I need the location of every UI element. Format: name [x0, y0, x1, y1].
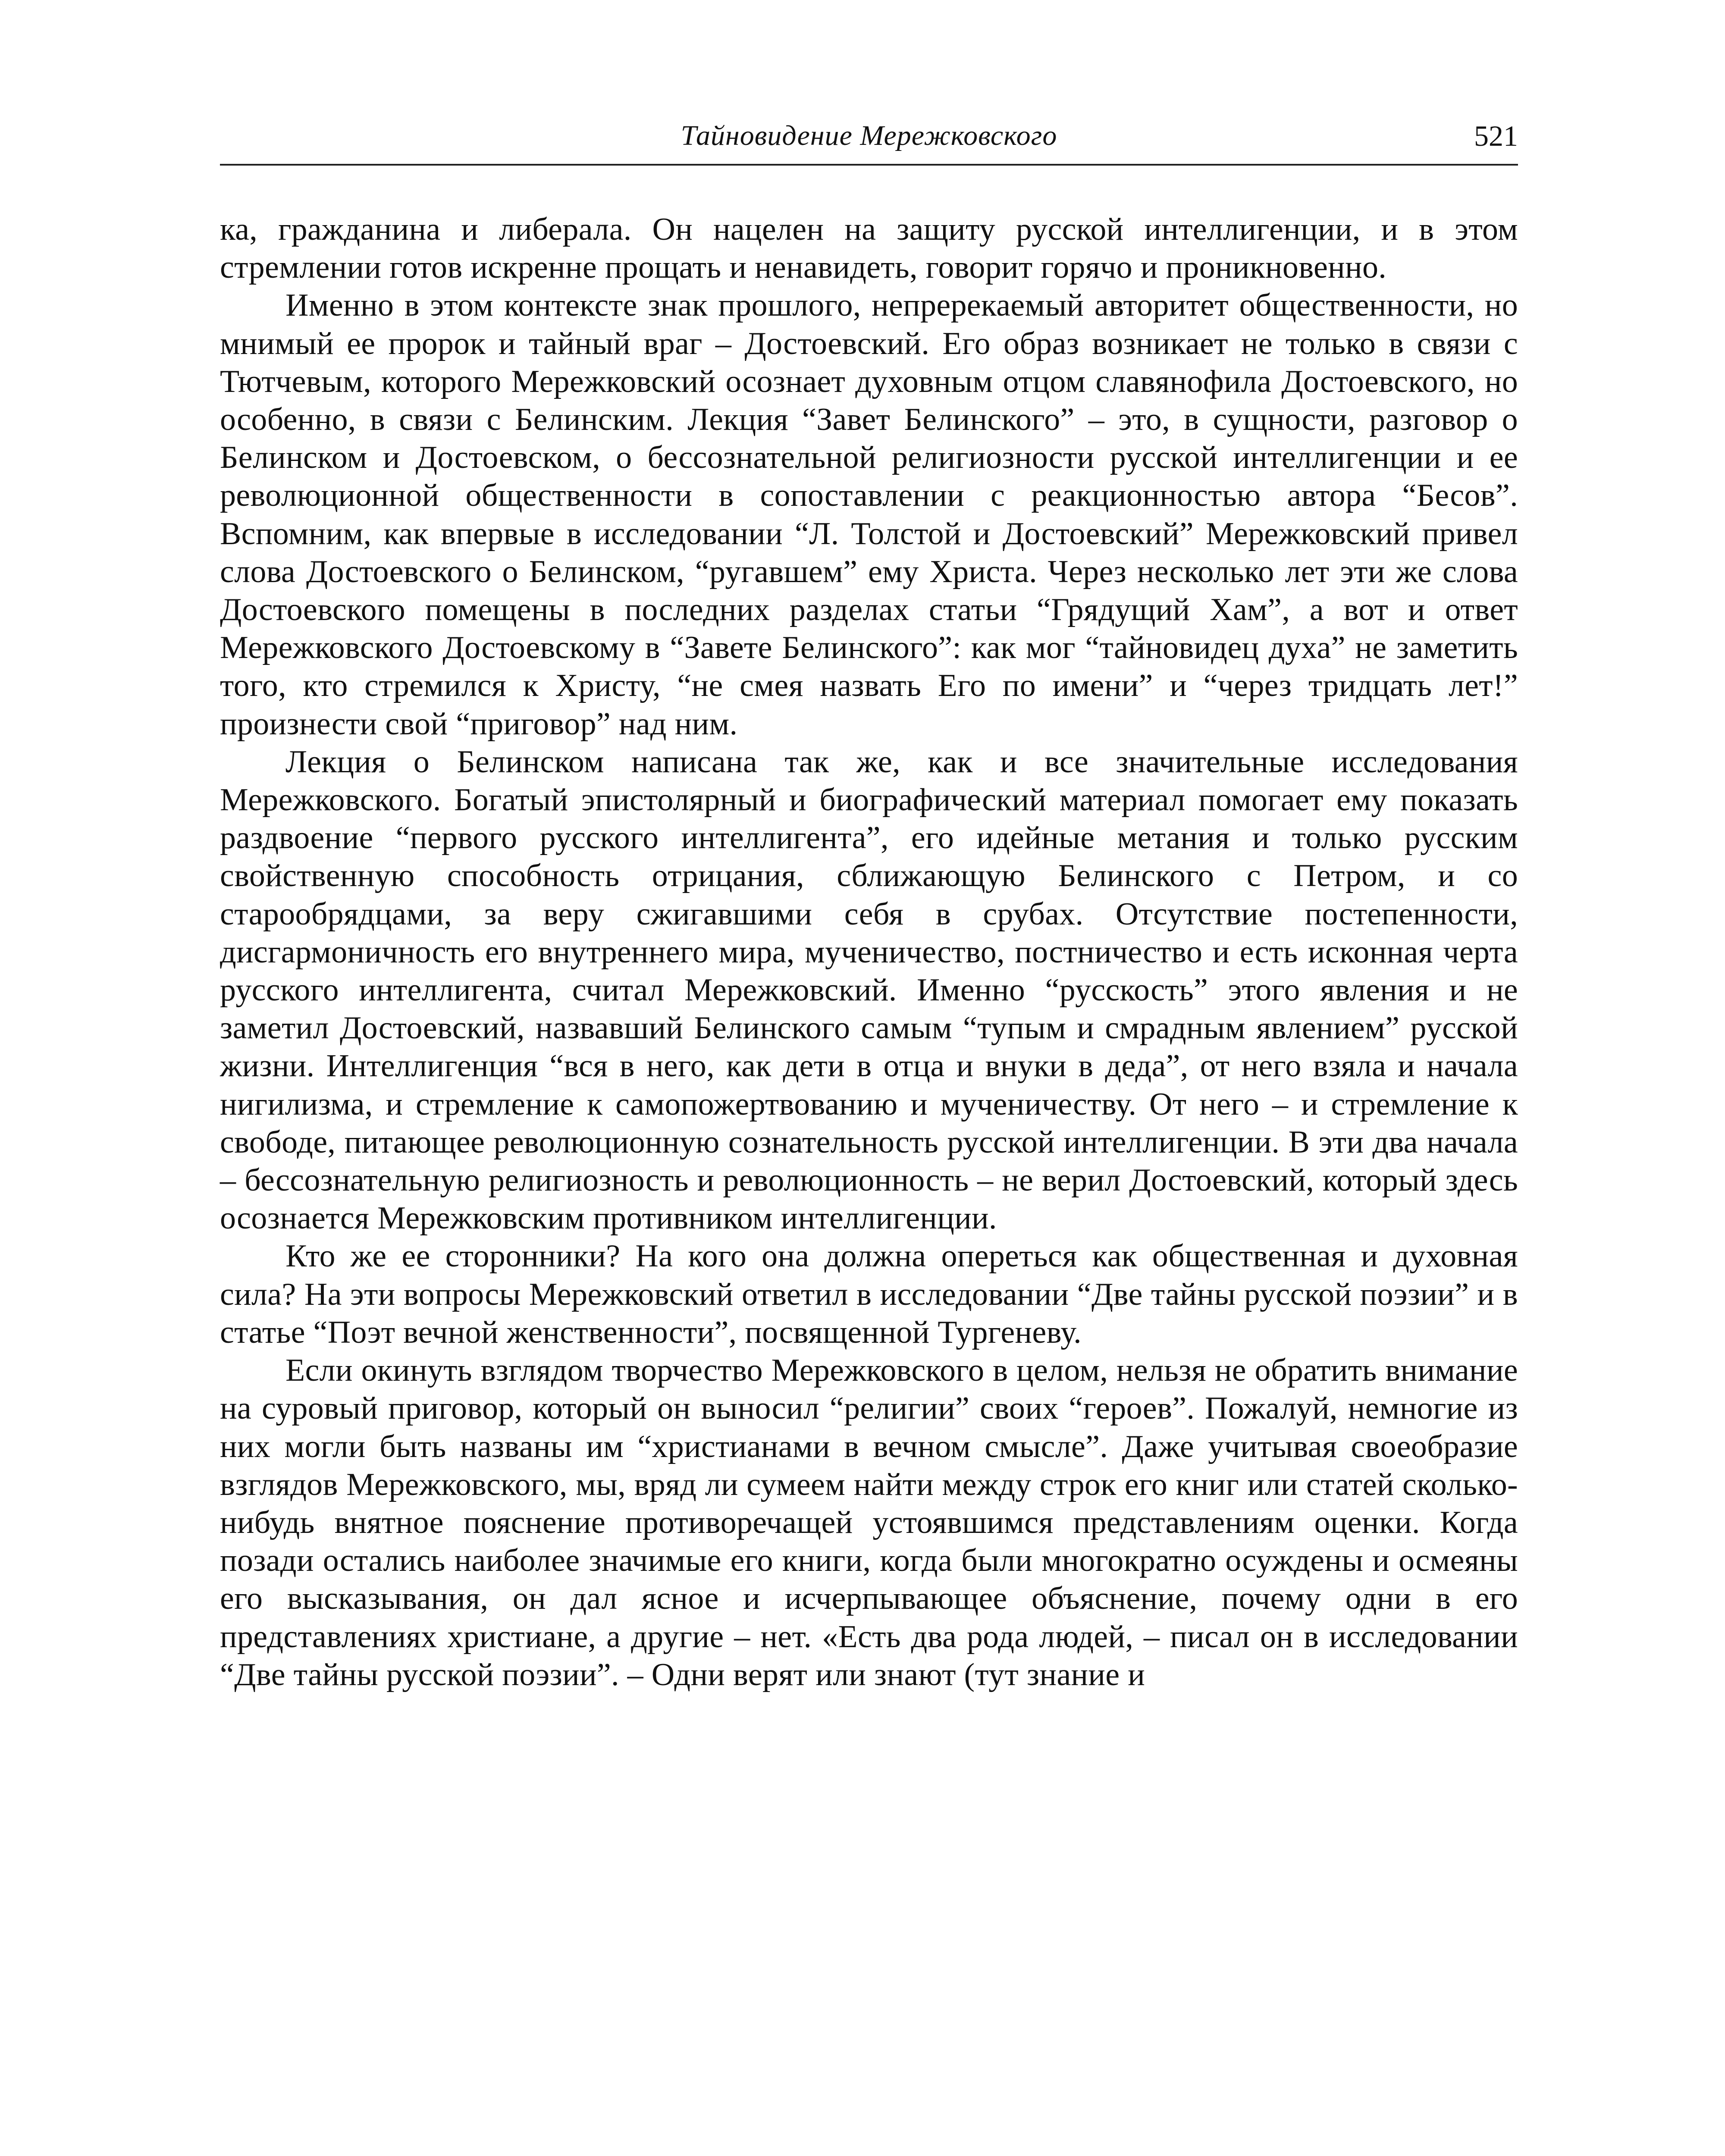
book-page — [220, 116, 1518, 2143]
paragraph-continuation: ка, гражданина и либерала. Он нацелен на защиту русской интеллигенции, и в этом стремлении готов искренне прощать и ненавидеть, говорит горячо и проникновенно. — [220, 212, 1518, 285]
paragraph-belinsky-lecture: Лекция о Белинском написана так же, как и все значительные исследования Мережковского. Богатый эпистолярный и биографический материал помогает ему показать раздвоение “первого русского интеллигента”, его идейные метания и только русским свойственную способность отрицания, сближающую Белинского с Петром, и со старообрядцами, за веру сжигавшими себя в срубах. Отсутствие постепенности, дисгармоничность его внутреннего мира, мученичество, постничество и есть исконная черта русского интеллигента, считал Мережковский. Именно “русскость” этого явления и не заметил Достоевский, назвавший Белинского самым “тупым и смрадным явлением” русской жизни. Интеллигенция “вся в него, как дети в отца и внуки в деда”, от него взяла и начала нигилизма, и стремление к самопожертвованию и мученичеству. От него – и стремление к свободе, питающее революционную сознательность русской интеллигенции. В эти два начала – бессознательную религиозность и революционность – не верил Достоевский, который здесь осознается Мережковским противником интеллигенции. — [220, 744, 1518, 1236]
paragraph-dostoevsky-context: Именно в этом контексте знак прошлого, непререкаемый авторитет общественности, но мнимый ее пророк и тайный враг – Достоевский. Его образ возникает не только в связи с Тютчевым, которого Мережковский осознает духовным отцом славянофила Достоевского, но особенно, в связи с Белинским. Лекция “Завет Белинского” – это, в сущности, разговор о Белинском и Достоевском, о бессознательной религиозности русской интеллигенции и ее революционной общественности в сопоставлении с реакционностью автора “Бесов”. Вспомним, как впервые в исследовании “Л. Толстой и Достоевский” Мережковский привел слова Достоевского о Белинском, “ругавшем” ему Христа. Через несколько лет эти же слова Достоевского помещены в последних разделах статьи “Грядущий Хам”, а вот и ответ Мережковского Достоевскому в “Завете Белинского”: как мог “тайновидец духа” не заметить того, кто стремился к Христу, “не смея назвать Его по имени” и “через тридцать лет!” произнести свой “приговор” над ним. — [220, 288, 1518, 742]
body-text — [220, 210, 1518, 1694]
paragraph-supporters-question: Кто же ее сторонники? На кого она должна опереться как общественная и духовная сила? На эти вопросы Мережковский ответил в исследовании “Две тайны русской поэзии” и в статье “Поэт вечной женственности”, посвященной Тургеневу. — [220, 1238, 1518, 1350]
page-number: 521 — [1474, 119, 1518, 152]
running-head — [220, 116, 1518, 166]
paragraph-verdict-on-religion: Если окинуть взглядом творчество Мережковского в целом, нельзя не обратить внимание на суровый приговор, который он выносил “религии” своих “героев”. Пожалуй, немногие из них могли быть названы им “христианами в вечном смысле”. Даже учитывая своеобразие взглядов Мережковского, мы, вряд ли сумеем найти между строк его книг или статей сколько-нибудь внятное пояснение противоречащей устоявшимся представлениям оценки. Когда позади остались наиболее значимые его книги, когда были многократно осуждены и осмеяны его высказывания, он дал ясное и исчерпывающее объяснение, почему одни в его представлениях христиане, а другие – нет. «Есть два рода людей, – писал он в исследовании “Две тайны русской поэзии”. – Одни верят или знают (тут знание и — [220, 1353, 1518, 1692]
running-title: Тайновидение Мережковского — [681, 120, 1057, 151]
